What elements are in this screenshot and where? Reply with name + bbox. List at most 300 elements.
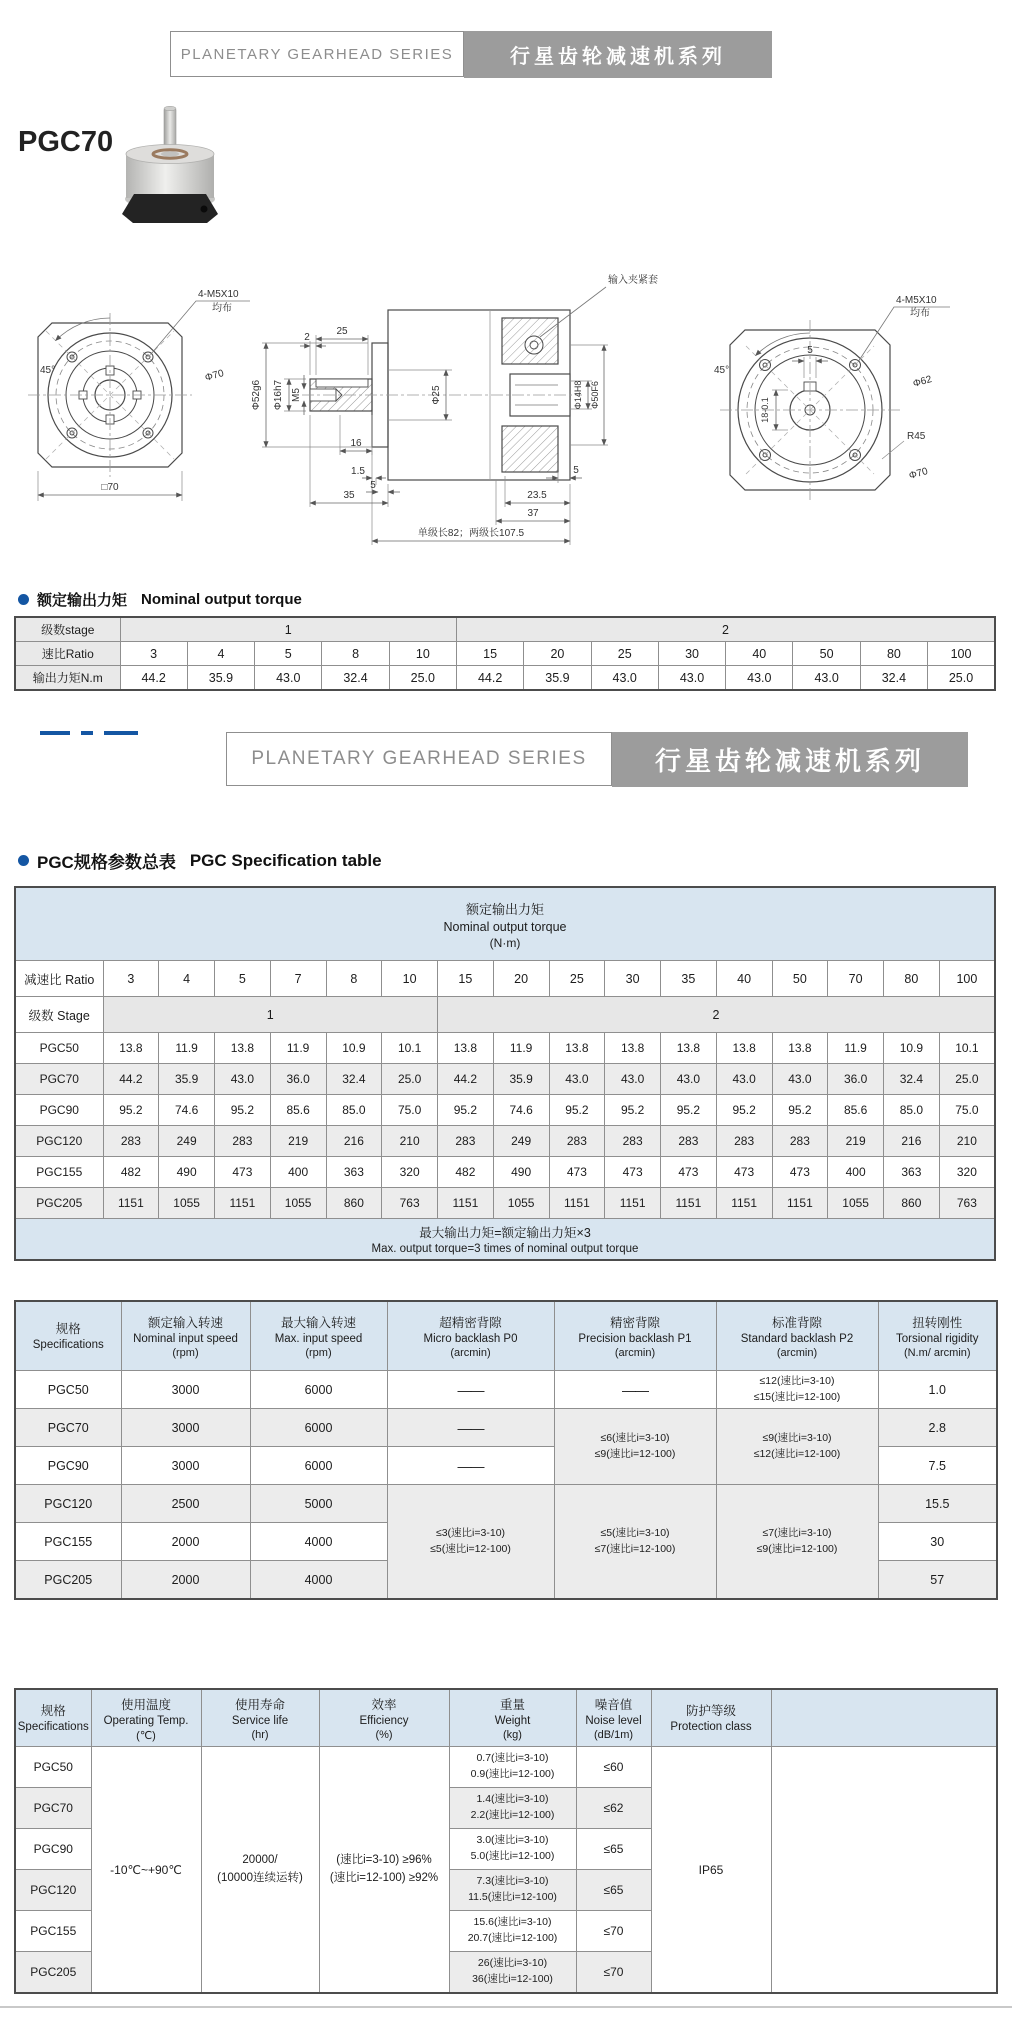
header-cn: 防护等级 — [685, 1704, 736, 1718]
weight-cell — [449, 1747, 576, 1788]
front-dia70-label: Φ70 — [203, 368, 226, 384]
rear-r45-label: R45 — [907, 431, 926, 442]
rear-view-labels — [714, 295, 937, 482]
table-cell: 95.2 — [438, 1095, 494, 1126]
torque-title-en: Nominal output torque — [141, 591, 302, 608]
value-line: 20.7(速比i=12-100) — [467, 1932, 558, 1944]
merged-cell — [716, 1485, 878, 1600]
side-dim-35: 35 — [343, 490, 355, 501]
value-line: 36(速比i=12-100) — [472, 1973, 553, 1985]
side-dim-25: 25 — [336, 326, 348, 337]
value-line: (10000连续运转) — [217, 1871, 303, 1884]
column-header — [449, 1689, 576, 1747]
table-cell: 4000 — [250, 1561, 387, 1600]
table-cell: 85.6 — [270, 1095, 326, 1126]
table-cell: 400 — [828, 1157, 884, 1188]
table-row — [15, 1064, 995, 1095]
service-life-cell — [201, 1747, 319, 1994]
table-cell: 1151 — [605, 1188, 661, 1219]
table-row — [15, 1485, 997, 1523]
table-cell: 473 — [661, 1157, 717, 1188]
table-cell: 35.9 — [187, 666, 254, 691]
table-cell: 4 — [159, 961, 215, 997]
table-cell: 44.2 — [103, 1064, 159, 1095]
value-line: ≤7(速比i=3-10) — [762, 1526, 832, 1539]
merged-cell — [554, 1485, 716, 1600]
table-cell: 11.9 — [493, 1033, 549, 1064]
table-cell: 13.8 — [661, 1033, 717, 1064]
row-label-cell: 速比Ratio — [15, 642, 120, 666]
bullet-icon — [18, 855, 29, 866]
table-cell: 25 — [549, 961, 605, 997]
table-row — [15, 1371, 997, 1409]
model-cell: PGC120 — [15, 1126, 103, 1157]
table-cell: 2000 — [121, 1523, 250, 1561]
table-cell: 13.8 — [549, 1033, 605, 1064]
side-dia14-label: Φ14H8 — [573, 380, 583, 410]
table-cell: 3000 — [121, 1371, 250, 1409]
table-cell: 473 — [215, 1157, 271, 1188]
table-row — [15, 1188, 995, 1219]
column-header — [15, 1689, 91, 1747]
value-line: ≤6(速比i=3-10) — [600, 1431, 670, 1444]
table-cell: 10.1 — [382, 1033, 438, 1064]
table-cell: 13.8 — [103, 1033, 159, 1064]
header-en: Precision backlash P1 — [578, 1333, 692, 1345]
header-en: Service life — [231, 1715, 289, 1727]
table-cell: 25 — [591, 642, 658, 666]
rear-bolt-note-1: 4-M5X10 — [896, 295, 937, 306]
table-cell: 74.6 — [159, 1095, 215, 1126]
rear-dim-5: 5 — [807, 345, 813, 356]
specification-table — [14, 886, 996, 1261]
header-unit: (rpm) — [305, 1347, 332, 1359]
table-cell: 36.0 — [270, 1064, 326, 1095]
value-line: 2.2(速比i=12-100) — [470, 1809, 555, 1821]
table-cell: 3000 — [121, 1409, 250, 1447]
table-row — [15, 1301, 997, 1371]
table-cell: 2000 — [121, 1561, 250, 1600]
table-cell: 1151 — [103, 1188, 159, 1219]
header-unit: (%) — [375, 1729, 393, 1741]
row-label-cell: 输出力矩N.m — [15, 666, 120, 691]
table-cell: 219 — [270, 1126, 326, 1157]
table-cell: 860 — [884, 1188, 940, 1219]
value-line: 26(速比i=3-10) — [477, 1957, 548, 1970]
table-cell: 43.0 — [605, 1064, 661, 1095]
header-cn: 标准背隙 — [771, 1316, 822, 1330]
column-header — [554, 1301, 716, 1371]
side-dia52-label: Φ52g6 — [251, 379, 262, 411]
decorative-dashes — [40, 731, 149, 735]
table-cell: 35.9 — [524, 666, 591, 691]
header-cn: 最大输入转速 — [280, 1316, 356, 1330]
bullet-icon — [18, 594, 29, 605]
header-en: Standard backlash P2 — [740, 1333, 854, 1345]
table-cell: 2500 — [121, 1485, 250, 1523]
merged-cell — [387, 1485, 554, 1600]
table-cell: 473 — [549, 1157, 605, 1188]
noise-cell: ≤62 — [576, 1788, 651, 1829]
torque-title-cn: 额定输出力矩 — [37, 592, 128, 609]
table-cell: 6000 — [250, 1371, 387, 1409]
header-cn: 超精密背隙 — [439, 1316, 502, 1330]
spec-title-cn: PGC规格参数总表 — [37, 853, 176, 872]
value-line: ≤9(速比i=12-100) — [756, 1542, 838, 1555]
value-line: ≤3(速比i=3-10) — [435, 1526, 506, 1539]
table-row — [15, 1219, 995, 1261]
model-cell: PGC70 — [15, 1409, 121, 1447]
model-cell: PGC90 — [15, 1095, 103, 1126]
model-cell: PGC155 — [15, 1157, 103, 1188]
table-cell: 10.9 — [884, 1033, 940, 1064]
stage-1-cell: 1 — [103, 997, 438, 1033]
table-cell: 13.8 — [605, 1033, 661, 1064]
table-cell: 25.0 — [382, 1064, 438, 1095]
table-cell: 363 — [884, 1157, 940, 1188]
table-cell: 216 — [884, 1126, 940, 1157]
table-cell: 3 — [103, 961, 159, 997]
table-cell: 15 — [456, 642, 523, 666]
value-line: ≤12(速比i=3-10) — [759, 1374, 835, 1387]
header-en: Noise level — [585, 1715, 642, 1727]
weight-cell — [449, 1952, 576, 1994]
rear-dia70-label: Φ70 — [907, 466, 930, 482]
model-cell: PGC70 — [15, 1788, 91, 1829]
table-cell: 1151 — [716, 1188, 772, 1219]
header-line-unit: (N·m) — [489, 935, 521, 950]
table-cell: 1151 — [438, 1188, 494, 1219]
rear-angle-label: 45° — [714, 365, 730, 376]
weight-cell — [449, 1829, 576, 1870]
header-line-en: Nominal output torque — [443, 919, 567, 934]
table-cell: 15 — [438, 961, 494, 997]
model-cell: PGC120 — [15, 1485, 121, 1523]
table-cell: 43.0 — [716, 1064, 772, 1095]
table-cell: 40 — [716, 961, 772, 997]
table-cell: 43.0 — [793, 666, 860, 691]
table-cell: 210 — [382, 1126, 438, 1157]
model-cell: PGC70 — [15, 1064, 103, 1095]
table-cell: 74.6 — [493, 1095, 549, 1126]
header-en: Protection class — [670, 1721, 752, 1733]
table-cell: 6000 — [250, 1447, 387, 1485]
header-unit: (dB/1m) — [593, 1729, 634, 1741]
header-cn: 规格 — [40, 1704, 66, 1718]
series-title-en: PLANETARY GEARHEAD SERIES — [170, 31, 464, 77]
header-cn: 效率 — [371, 1698, 397, 1712]
table-cell: 11.9 — [270, 1033, 326, 1064]
column-header — [716, 1301, 878, 1371]
table-cell: 283 — [661, 1126, 717, 1157]
table-cell: 5 — [215, 961, 271, 997]
table-cell: 10.9 — [326, 1033, 382, 1064]
table-cell: 32.4 — [326, 1064, 382, 1095]
header-unit: (arcmin) — [450, 1347, 491, 1359]
page-footer-divider — [0, 2006, 1012, 2008]
table-cell: 75.0 — [382, 1095, 438, 1126]
table-cell: 43.0 — [549, 1064, 605, 1095]
technical-drawing — [10, 245, 1002, 581]
table-row — [15, 961, 995, 997]
model-cell: PGC90 — [15, 1829, 91, 1870]
table-cell: 249 — [159, 1126, 215, 1157]
side-m5-label: M5 — [291, 388, 302, 402]
spec-title-en: PGC Specification table — [189, 850, 382, 870]
row-label-cell: 级数stage — [15, 617, 120, 642]
noise-cell: ≤65 — [576, 1829, 651, 1870]
table-cell: 80 — [860, 642, 927, 666]
table-cell: 70 — [828, 961, 884, 997]
table-cell: 100 — [928, 642, 995, 666]
noise-cell: ≤70 — [576, 1952, 651, 1994]
stage-2-cell: 2 — [456, 617, 995, 642]
table-row — [15, 1689, 997, 1747]
table-row — [15, 642, 995, 666]
table-cell: 1.0 — [878, 1371, 997, 1409]
series-header-band — [226, 732, 968, 787]
header-en: Weight — [494, 1715, 531, 1727]
table-cell: 43.0 — [591, 666, 658, 691]
value-line: 3.0(速比i=3-10) — [476, 1834, 549, 1847]
table-cell: —— — [387, 1409, 554, 1447]
table-cell: 283 — [605, 1126, 661, 1157]
operating-temp-cell: -10℃~+90℃ — [91, 1747, 201, 1994]
table-cell: 283 — [549, 1126, 605, 1157]
table-cell: 363 — [326, 1157, 382, 1188]
table-cell: 320 — [939, 1157, 995, 1188]
column-header — [250, 1301, 387, 1371]
front-bolt-note-1: 4-M5X10 — [198, 289, 239, 300]
header-cn: 使用寿命 — [234, 1698, 285, 1712]
header-en: Operating Temp. — [103, 1714, 189, 1727]
table-cell: 473 — [772, 1157, 828, 1188]
table-cell: 20 — [493, 961, 549, 997]
header-unit: (kg) — [503, 1729, 522, 1741]
table-cell: 43.0 — [658, 666, 725, 691]
front-angle-label: 45° — [40, 365, 56, 376]
table-cell: 35 — [661, 961, 717, 997]
value-line: ≤9(速比i=3-10) — [762, 1431, 832, 1444]
column-header — [201, 1689, 319, 1747]
table-row — [15, 1033, 995, 1064]
table-cell: 95.2 — [549, 1095, 605, 1126]
table-row — [15, 1747, 997, 1788]
header-en: Efficiency — [359, 1715, 409, 1727]
efficiency-cell — [319, 1747, 449, 1994]
header-en: Max. input speed — [274, 1333, 363, 1345]
table-cell: 13.8 — [215, 1033, 271, 1064]
side-dim-5b: 5 — [573, 465, 579, 476]
table-cell: 8 — [322, 642, 389, 666]
row-label-cell: 减速比 Ratio — [15, 961, 103, 997]
model-cell: PGC90 — [15, 1447, 121, 1485]
header-cn: 重量 — [499, 1698, 525, 1712]
weight-cell — [449, 1911, 576, 1952]
table-cell: 10 — [382, 961, 438, 997]
table-cell — [716, 1371, 878, 1409]
table-cell: 482 — [103, 1157, 159, 1188]
table-cell: 30 — [605, 961, 661, 997]
table-cell: 1151 — [549, 1188, 605, 1219]
nominal-torque-table — [14, 616, 996, 691]
table-cell: 7.5 — [878, 1447, 997, 1485]
table-cell: —— — [554, 1371, 716, 1409]
header-unit: (hr) — [251, 1729, 269, 1741]
table-cell: 283 — [103, 1126, 159, 1157]
header-en: Specifications — [32, 1339, 104, 1351]
side-dia25-label: Φ25 — [431, 385, 442, 405]
table-cell: —— — [387, 1371, 554, 1409]
footer-line-en: Max. output torque=3 times of nominal output torque — [371, 1243, 639, 1255]
table-cell: 44.2 — [438, 1064, 494, 1095]
series-title-cn: 行星齿轮减速机系列 — [612, 732, 968, 787]
value-line: 7.3(速比i=3-10) — [476, 1875, 549, 1888]
table-cell: 36.0 — [828, 1064, 884, 1095]
table-cell: 44.2 — [456, 666, 523, 691]
series-title-cn: 行星齿轮减速机系列 — [464, 31, 772, 78]
value-line: 1.4(速比i=3-10) — [476, 1793, 549, 1806]
empty-column-cell — [771, 1747, 997, 1994]
column-header — [319, 1689, 449, 1747]
table-cell: 1151 — [215, 1188, 271, 1219]
side-dia16-label: Φ16h7 — [273, 379, 284, 411]
table-row — [15, 617, 995, 642]
header-unit: (℃) — [136, 1729, 156, 1742]
value-line: ≤5(速比i=12-100) — [430, 1542, 511, 1555]
model-cell: PGC205 — [15, 1952, 91, 1994]
side-dim-1-5: 1.5 — [351, 466, 365, 477]
table-cell: 35.9 — [493, 1064, 549, 1095]
noise-cell: ≤65 — [576, 1870, 651, 1911]
value-line: (速比i=3-10) ≥96% — [336, 1854, 432, 1867]
table-cell: 25.0 — [389, 666, 456, 691]
table-cell: 283 — [215, 1126, 271, 1157]
column-header — [878, 1301, 997, 1371]
header-cn: 使用温度 — [120, 1697, 171, 1712]
table-cell: 10.1 — [939, 1033, 995, 1064]
table-cell: 75.0 — [939, 1095, 995, 1126]
table-cell: 249 — [493, 1126, 549, 1157]
spec-section-title — [18, 848, 382, 873]
side-clamp-label: 输入夹紧套 — [608, 275, 658, 286]
table-cell: 30 — [878, 1523, 997, 1561]
noise-cell: ≤60 — [576, 1747, 651, 1788]
header-cn: 噪音值 — [594, 1698, 633, 1712]
table-cell: 57 — [878, 1561, 997, 1600]
merged-cell — [716, 1409, 878, 1485]
protection-class-cell: IP65 — [651, 1747, 771, 1994]
stage-2-cell: 2 — [438, 997, 996, 1033]
table-cell: 490 — [493, 1157, 549, 1188]
rear-dim-18: 18-0.1 — [760, 397, 770, 423]
table-row — [15, 1409, 997, 1447]
header-unit: (rpm) — [172, 1347, 199, 1359]
table-cell: 95.2 — [661, 1095, 717, 1126]
table-cell: 20 — [524, 642, 591, 666]
model-cell: PGC205 — [15, 1561, 121, 1600]
table-row — [15, 997, 995, 1033]
side-dim-2: 2 — [304, 332, 310, 343]
table-row — [15, 1157, 995, 1188]
table-cell: 8 — [326, 961, 382, 997]
table-cell: 219 — [828, 1126, 884, 1157]
value-line: 5.0(速比i=12-100) — [470, 1850, 555, 1862]
page-title: PGC70 — [18, 126, 114, 158]
table-cell: 10 — [389, 642, 456, 666]
stage-1-cell: 1 — [120, 617, 456, 642]
model-cell: PGC50 — [15, 1033, 103, 1064]
value-line: ≤12(速比i=12-100) — [753, 1447, 841, 1460]
side-view — [262, 287, 608, 545]
value-line: 20000/ — [242, 1854, 278, 1867]
table-cell: 473 — [605, 1157, 661, 1188]
table-cell: 1055 — [828, 1188, 884, 1219]
table-cell: 210 — [939, 1126, 995, 1157]
merged-cell — [554, 1409, 716, 1485]
spec-table-footer — [15, 1219, 995, 1261]
table-cell: 473 — [716, 1157, 772, 1188]
front-view — [28, 301, 250, 501]
spec-table-header — [15, 887, 995, 961]
weight-cell — [449, 1870, 576, 1911]
table-cell: 283 — [438, 1126, 494, 1157]
table-cell: 2.8 — [878, 1409, 997, 1447]
table-cell: 320 — [382, 1157, 438, 1188]
table-cell: 32.4 — [884, 1064, 940, 1095]
header-en: Nominal input speed — [133, 1333, 238, 1345]
noise-cell: ≤70 — [576, 1911, 651, 1952]
model-cell: PGC155 — [15, 1523, 121, 1561]
table-cell: 4 — [187, 642, 254, 666]
footer-line-cn: 最大输出力矩=额定输出力矩×3 — [419, 1226, 591, 1240]
front-square70-label: □70 — [101, 482, 119, 493]
table-cell: 85.0 — [326, 1095, 382, 1126]
rear-bolt-note-2: 均布 — [910, 308, 930, 319]
table-cell: 30 — [658, 642, 725, 666]
header-cn: 扭转刚性 — [912, 1316, 963, 1330]
table-cell: 35.9 — [159, 1064, 215, 1095]
table-cell: 25.0 — [939, 1064, 995, 1095]
table-cell: 13.8 — [772, 1033, 828, 1064]
value-line: 11.5(速比i=12-100) — [468, 1891, 557, 1903]
table-cell: 860 — [326, 1188, 382, 1219]
table-row — [15, 1126, 995, 1157]
front-bolt-note-2: 均布 — [212, 303, 232, 314]
table-cell: 6000 — [250, 1409, 387, 1447]
header-en: Micro backlash P0 — [423, 1333, 518, 1345]
side-length-note: 单级长82；两级长107.5 — [417, 528, 525, 539]
header-cn: 额定输入转速 — [147, 1316, 223, 1330]
table-cell: 43.0 — [726, 666, 793, 691]
value-line: ≤7(速比i=12-100) — [594, 1542, 676, 1555]
table-cell: 43.0 — [255, 666, 322, 691]
table-cell: 25.0 — [928, 666, 995, 691]
header-en: Torsional rigidity — [896, 1333, 979, 1345]
side-dim-37: 37 — [527, 508, 539, 519]
product-photo — [118, 102, 224, 226]
table-cell: 3000 — [121, 1447, 250, 1485]
weight-cell — [449, 1788, 576, 1829]
table-cell: 95.2 — [103, 1095, 159, 1126]
model-cell: PGC50 — [15, 1747, 91, 1788]
table-cell: 490 — [159, 1157, 215, 1188]
table-row — [15, 887, 995, 961]
table-cell: 763 — [939, 1188, 995, 1219]
empty-column-header — [771, 1689, 997, 1747]
side-dim-16: 16 — [350, 438, 362, 449]
table-cell: 283 — [716, 1126, 772, 1157]
